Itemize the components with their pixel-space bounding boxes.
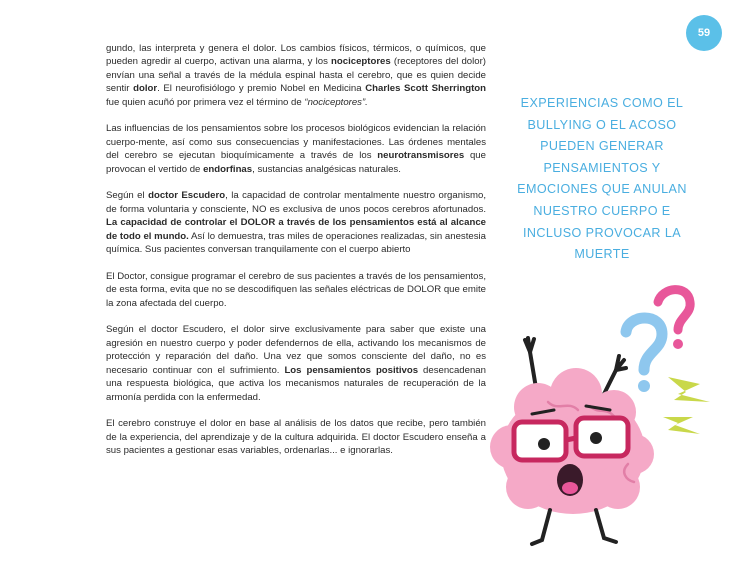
paragraph-6 [106, 417, 486, 457]
text-run: , sustancias analgésicas naturales. [252, 163, 401, 175]
pull-quote: EXPERIENCIAS COMO EL BULLYING O EL ACOSO PUEDEN GENERAR PENSAMIENTOS Y EMOCIONES QUE ANULAN NUESTRO CUERPO E INCLUSO PROVOCAR LA MUERTE [517, 96, 687, 262]
bold-term: neurotransmisores [377, 150, 465, 162]
text-run: Según el [106, 190, 149, 202]
bold-term: Charles Scott Sherrington [365, 83, 486, 95]
text-run: Según el doctor Escudero, el dolor sirve exclusivamente para saber que existe una agresión en nuestro cuerpo y poder defendernos de ella, activando los mecanismos de protección y reparación del daño. Una vez que somos consciente del daño, no es necesario continuar con el sufrimiento. [106, 324, 486, 376]
article-body [106, 42, 486, 471]
lightning-bolt-icon [663, 417, 700, 434]
paragraph-4 [106, 270, 486, 310]
bold-term: Los pensamientos positivos [284, 364, 419, 376]
text-run: El cerebro construye el dolor en base al análisis de los datos que recibe, pero también de la experiencia, del aprendizaje y de la cultura adquirida. El doctor Escudero enseña a sus pacientes a gestionar esas variables, ordenarlas... e ignorarlas. [106, 418, 486, 457]
paragraph-3 [106, 189, 486, 256]
bold-term: La capacidad de controlar el DOLOR a través de los pensamientos está al alcance de todo el mundo. [106, 217, 486, 242]
page-number: 59 [697, 27, 711, 39]
text-run: Las influencias de los pensamientos sobre los procesos biológicos evidencian la relación cuerpo-mente, así como sus consecuencias y manifestaciones. Las órdenes mentales del cerebro se ejecutan bioquímicamente a través de los [106, 123, 486, 162]
lightning-bolt-icon [668, 377, 710, 402]
blue-question-mark-icon [626, 318, 662, 392]
brain-legs [532, 510, 616, 544]
scared-brain-illustration [478, 282, 713, 552]
text-run: que provocan el vertido de [106, 150, 486, 175]
bold-term: endorfinas [203, 163, 253, 175]
paragraph-2 [106, 122, 486, 176]
paragraph-5 [106, 323, 486, 403]
text-run: “nociceptores”. [304, 96, 368, 108]
text-run: fue quien acuñó por primera vez el término de [106, 96, 305, 108]
paragraph-1 [106, 42, 486, 109]
text-run: desencadenan una respuesta biológica, que activa los mecanismos naturales de recuperación de la armonía perdida con la enfermedad. [106, 364, 486, 403]
page-number-badge [686, 15, 722, 51]
text-run: gundo, las interpreta y genera el dolor. Los cambios físicos, térmicos, o químicos, que pueden agredir al cuerpo, activan una alarma, y los [106, 43, 486, 68]
text-run: (receptores del dolor) envían una señal a través de la médula espinal hasta el cerebro, que es quien decide sentir [106, 56, 486, 95]
text-run: . El neurofisiólogo y premio Nobel en Medicina [157, 83, 366, 95]
text-run: Así lo demuestra, tras miles de operaciones realizadas, sin anestesia química. Sus pacientes conversan tranquilamente con el cuerpo abierto [106, 230, 486, 256]
bold-term: doctor Escudero [148, 190, 226, 202]
bold-term: dolor [133, 83, 158, 95]
text-run: El Doctor, consigue programar el cerebro de sus pacientes a través de los pensamientos, de esta forma, evita que no se descodifiquen las señales eléctricas de DOLOR que emite la zona afectada del cuerpo. [106, 270, 486, 309]
text-run: , la capacidad de controlar mentalmente nuestro organismo, de forma voluntaria y consciente, NO es exclusiva de unos pocos cerebros afortunados. [106, 190, 486, 215]
bold-term: nociceptores [331, 56, 391, 68]
